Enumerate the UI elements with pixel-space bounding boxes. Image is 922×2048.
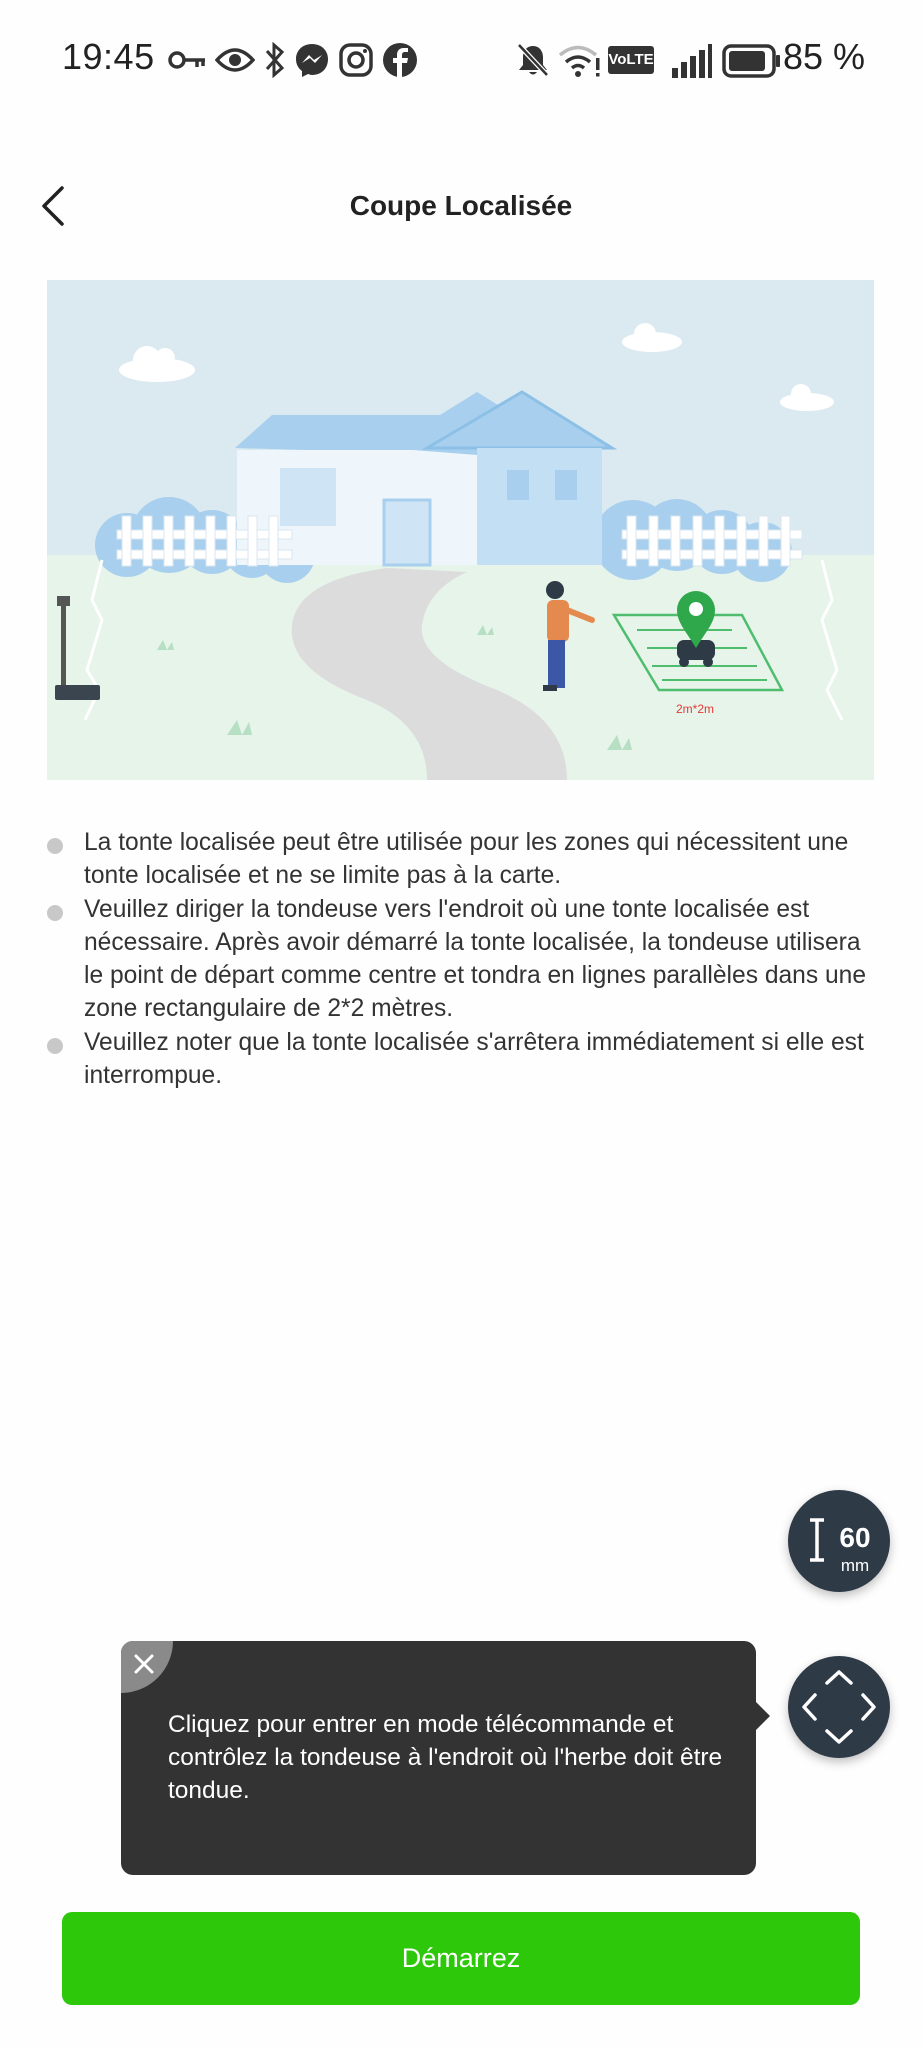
bullet-dot	[47, 905, 63, 921]
cut-height-unit: mm	[840, 1556, 870, 1575]
eye-icon	[215, 46, 255, 74]
tooltip-arrow	[755, 1701, 770, 1731]
list-item	[47, 1026, 877, 1092]
info-list	[47, 826, 877, 1093]
start-button[interactable]: Démarrez	[62, 1912, 860, 2005]
cut-height-value: 60	[839, 1522, 871, 1553]
close-icon	[133, 1653, 155, 1675]
illustration-graphic	[47, 280, 874, 780]
messenger-icon	[294, 42, 330, 78]
area-label: 2m*2m	[675, 702, 715, 716]
bluetooth-icon	[264, 42, 286, 78]
remote-control-tooltip	[121, 1641, 756, 1875]
tooltip-text: Cliquez pour entrer en mode télécommande et contrôlez la tondeuse à l'endroit où l'herbe doit être tondue.	[168, 1711, 723, 1804]
list-item	[47, 826, 877, 892]
status-time: 19:45	[62, 36, 155, 77]
battery-percent: 85 %	[782, 36, 865, 77]
bell-muted-icon	[516, 42, 550, 78]
remote-control-button[interactable]	[788, 1656, 890, 1758]
direction-arrows-icon	[788, 1656, 890, 1758]
app-header	[0, 160, 922, 250]
battery-icon	[722, 44, 782, 78]
instagram-icon	[338, 42, 374, 78]
list-item-text: Veuillez noter que la tonte localisée s'arrêtera immédiatement si elle est interrompue.	[84, 1029, 864, 1089]
page-title: Coupe Localisée	[349, 190, 573, 221]
facebook-icon	[382, 42, 418, 78]
bullet-dot	[47, 1038, 63, 1054]
tooltip-close-button[interactable]	[121, 1641, 173, 1693]
cut-height-button[interactable]	[788, 1490, 890, 1592]
status-bar	[0, 0, 922, 120]
volte-icon: VoLTE	[608, 46, 654, 74]
list-item	[47, 893, 877, 1025]
list-item-text: La tonte localisée peut être utilisée pour les zones qui nécessitent une tonte localisée et ne se limite pas à la carte.	[84, 829, 849, 889]
cut-height-icon	[808, 1518, 826, 1562]
spot-mowing-illustration	[47, 280, 874, 780]
signal-icon	[672, 44, 712, 78]
list-item-text: Veuillez diriger la tondeuse vers l'endroit où une tonte localisée est nécessaire. Après avoir démarré la tonte localisée, la tondeuse utilisera le point de départ comme centre et tondra en lignes parallèles dans une zone rectangulaire de 2*2 mètres.	[84, 896, 867, 1022]
bullet-dot	[47, 838, 63, 854]
key-icon	[167, 48, 207, 72]
wifi-icon	[558, 44, 602, 78]
